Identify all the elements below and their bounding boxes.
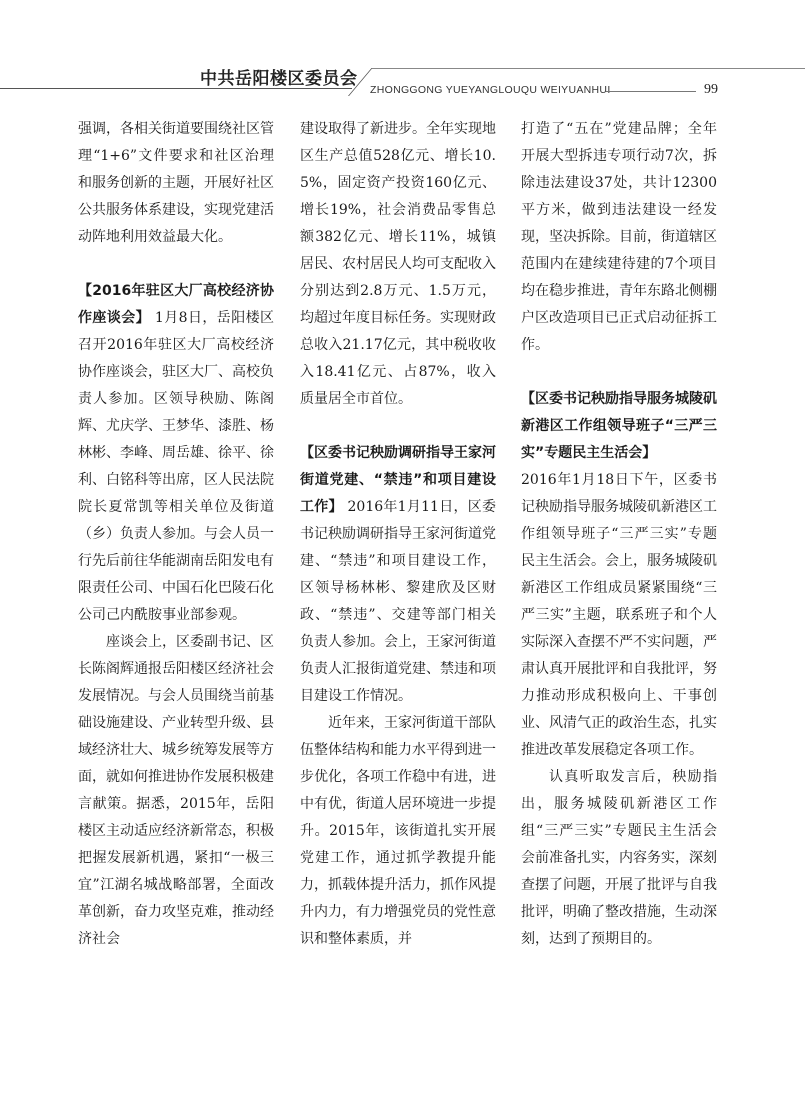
col2-paragraph-3: 近年来，王家河街道干部队伍整体结构和能力水平得到进一步优化，各项工作稳中有进，进中有优，街道人居环境进一步提升。2015年，该街道扎实开展党建工作，通过抓学教提升能力，抓载体提升活力，抓作风提升内力，有力增强党员的党性意识和整体素质，并 bbox=[300, 715, 496, 947]
col2-paragraph-1: 建设取得了新进步。全年实现地区生产总值528亿元、增长10.5%，固定资产投资160亿元、增长19%，社会消费品零售总额382亿元、增长11%，城镇居民、农村居民人均可支配收入分别达到2.8万元、1.5万元，均超过年度目标任务。实现财政总收入21.17亿元，其中税收收入18.41亿元、占87%，收入质量居全市首位。 bbox=[300, 121, 496, 407]
header-subtitle: ZHONGGONG YUEYANGLOUQU WEIYUANHUI bbox=[370, 84, 611, 96]
header-title: 中共岳阳楼区委员会 bbox=[200, 69, 358, 89]
article-body-2: 2016年1月11日，区委书记秧励调研指导王家河街道党建、“禁违”和项目建设工作，区领导杨林彬、黎建欣及区财政、“禁违”、交建等部门相关负责人参加。会上，王家河街道负责人汇报街道党建、禁违和项目建设工作情况。 bbox=[300, 499, 496, 704]
article-heading-3: 【区委书记秧励指导服务城陵矶新港区工作组领导班子“三严三实”专题民主生活会】 bbox=[521, 391, 717, 461]
page-header bbox=[0, 0, 805, 110]
col1-paragraph-1: 强调，各相关街道要围绕社区管理“1+6”文件要求和社区治理和服务创新的主题，开展好社区公共服务体系建设，实现党建活动阵地利用效益最大化。 bbox=[78, 121, 274, 245]
col3-heading-paragraph bbox=[521, 386, 717, 467]
article-heading-1: 【2016年驻区大厂高校经济协作座谈会】 bbox=[78, 283, 274, 326]
paragraph-gap bbox=[300, 413, 496, 440]
article-heading-2: 【区委书记秧励调研指导王家河街道党建、“禁违”和项目建设工作】 bbox=[300, 445, 496, 515]
header-rule-right-top bbox=[372, 68, 805, 69]
page-number: 99 bbox=[704, 82, 718, 97]
col1-paragraph-3: 座谈会上，区委副书记、区长陈阁辉通报岳阳楼区经济社会发展情况。与会人员围绕当前基础设施建设、产业转型升级、县域经济壮大、城乡统筹发展等方面，就如何推进协作发展积极建言献策。据悉，2015年，岳阳楼区主动适应经济新常态，积极把握发展新机遇，紧扣“一极三宜”江湖名城战略部署，全面改革创新，奋力攻坚克难，推动经济社会 bbox=[78, 634, 274, 947]
col1-paragraph-2 bbox=[78, 278, 274, 629]
col3-paragraph-3: 认真听取发言后，秧励指出，服务城陵矶新港区工作组“三严三实”专题民主生活会会前准备扎实，内容务实，深刻查摆了问题，开展了批评与自我批评，明确了整改措施，生动深刻，达到了预期目的。 bbox=[521, 769, 717, 947]
paragraph-gap bbox=[521, 359, 717, 386]
article-body-1: 1月8日，岳阳楼区召开2016年驻区大厂高校经济协作座谈会，驻区大厂、高校负责人参加。区领导秧励、陈阁辉、尤庆学、王梦华、漆胜、杨林彬、李峰、周岳雄、徐平、徐利、白铭科等出席，区人民法院院长夏常凯等相关单位及街道（乡）负责人参加。与会人员一行先后前往华能湖南岳阳发电有限责任公司、中国石化巴陵石化公司己内酰胺事业部参观。 bbox=[78, 310, 275, 623]
col2-paragraph-2 bbox=[300, 440, 496, 710]
col3-paragraph-2: 2016年1月18日下午，区委书记秧励指导服务城陵矶新港区工作组领导班子“三严三实”专题民主生活会。会上，服务城陵矶新港区工作组成员紧紧围绕“三严三实”主题，联系班子和个人实际深入查摆不严不实问题，严肃认真开展批评和自我批评，努力推动形成积极向上、干事创业、风清气正的政治生态，扎实推进改革发展稳定各项工作。 bbox=[521, 472, 717, 758]
header-rule-right-bottom bbox=[606, 91, 696, 92]
column-2 bbox=[300, 116, 496, 953]
column-1 bbox=[78, 116, 274, 953]
col3-paragraph-1: 打造了“五在”党建品牌；全年开展大型拆违专项行动7次，拆除违法建设37处，共计12300平方米，做到违法建设一经发现，坚决拆除。目前，街道辖区范围内在建续建待建的7个项目均在稳步推进，青年东路北侧棚户区改造项目已正式启动征拆工作。 bbox=[521, 121, 717, 353]
column-3 bbox=[521, 116, 717, 953]
paragraph-gap bbox=[78, 251, 274, 278]
